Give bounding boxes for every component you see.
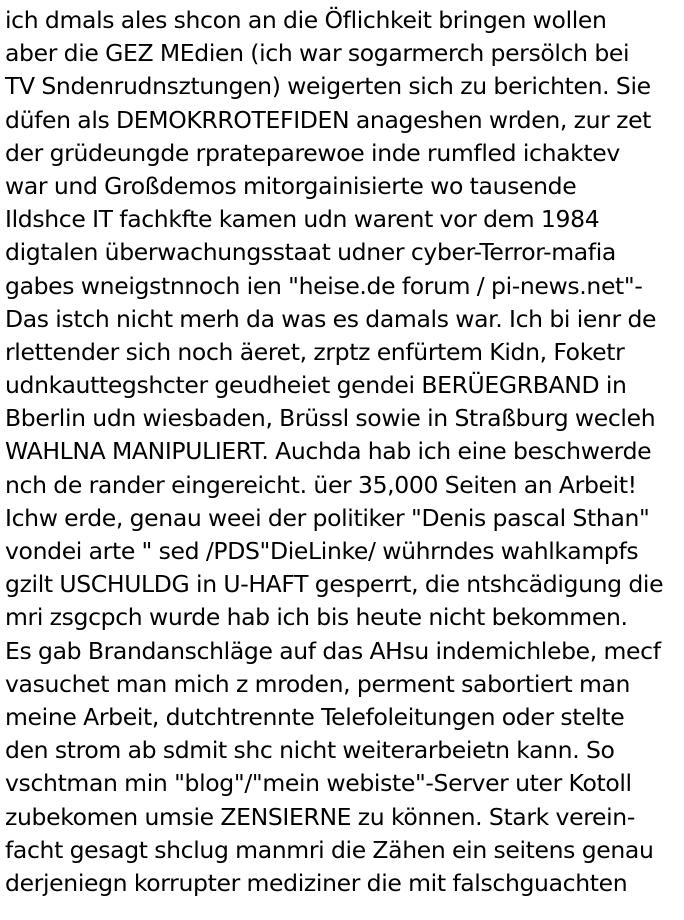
text-line: WAHLNA MANIPULIERT. Auchda hab ich eine beschwerde (5, 437, 652, 466)
text-line: TV Sndenrudnsztungen) weigerten sich zu berichten. Sie (5, 72, 651, 101)
text-line: Es gab Brandanschläge auf das AHsu indemichlebe, mecf (5, 636, 661, 665)
text-line: ich dmals ales shcon an die Öflichkeit bringen wollen (5, 6, 607, 34)
text-line: düfen als DEMOKRROTEFIDEN anageshen wrden, zur zet (5, 105, 652, 134)
text-line: aber die GEZ MEdien (ich war sogarmerch persölch bei (5, 39, 630, 68)
text-line: gzilt USCHULDG in U-HAFT gesperrt, die ntshcädigung die (5, 570, 664, 599)
text-line: den strom ab sdmit shc nicht weiterarbeietn kann. So (5, 736, 615, 765)
text-line: meine Arbeit, dutchtrennte Telefoleitungen oder stelte (5, 702, 625, 731)
text-line: vondei arte " sed /PDS"DieLinke/ wührndes wahlkampfs (5, 537, 639, 565)
text-line: der grüdeungde rprateparewoe inde rumfled ichaktev (5, 138, 620, 167)
text-line: war und Großdemos mitorgainisierte wo tausende (5, 171, 577, 200)
text-line: Ichw erde, genau weei der politiker "Denis pascal Sthan" (5, 503, 650, 532)
text-line: Ildshce IT fachkfte kamen udn warent vor dem 1984 (5, 205, 600, 234)
text-line: nch de rander eingereicht. üer 35,000 Seiten an Arbeit! (5, 470, 637, 499)
text-line: digtalen überwachungsstaat udner cyber-Terror-mafia (5, 238, 616, 267)
text-line: vasuchet man mich z mroden, perment sabortiert man (5, 669, 631, 698)
text-line: zubekomen umsie ZENSIERNE zu können. Stark verein- (5, 802, 635, 831)
text-line: rlettender sich noch äeret, zrptz enfürtem Kidn, Foketr (5, 337, 625, 366)
text-line: gabes wneigstnnoch ien "heise.de forum / pi-news.net"- (5, 271, 643, 300)
text-line: udnkauttegshcter geudheiet gendei BERÜEGRBAND in (5, 371, 627, 400)
text-line: Das istch nicht merh da was es damals war. Ich bi ienr de (5, 304, 657, 333)
body-text (5, 4, 681, 900)
text-line: facht gesagt shclug manmri die Zähen ein seitens genau (5, 835, 654, 864)
text-line: vschtman min "blog"/"mein webiste"-Server uter Kotoll (5, 769, 632, 798)
text-line: Bberlin udn wiesbaden, Brüssl sowie in Straßburg wecleh (5, 404, 656, 433)
text-line: derjeniegn korrupter mediziner die mit falschguachten (5, 868, 628, 897)
text-line: mri zsgcpch wurde hab ich bis heute nicht bekommen. (5, 603, 628, 632)
